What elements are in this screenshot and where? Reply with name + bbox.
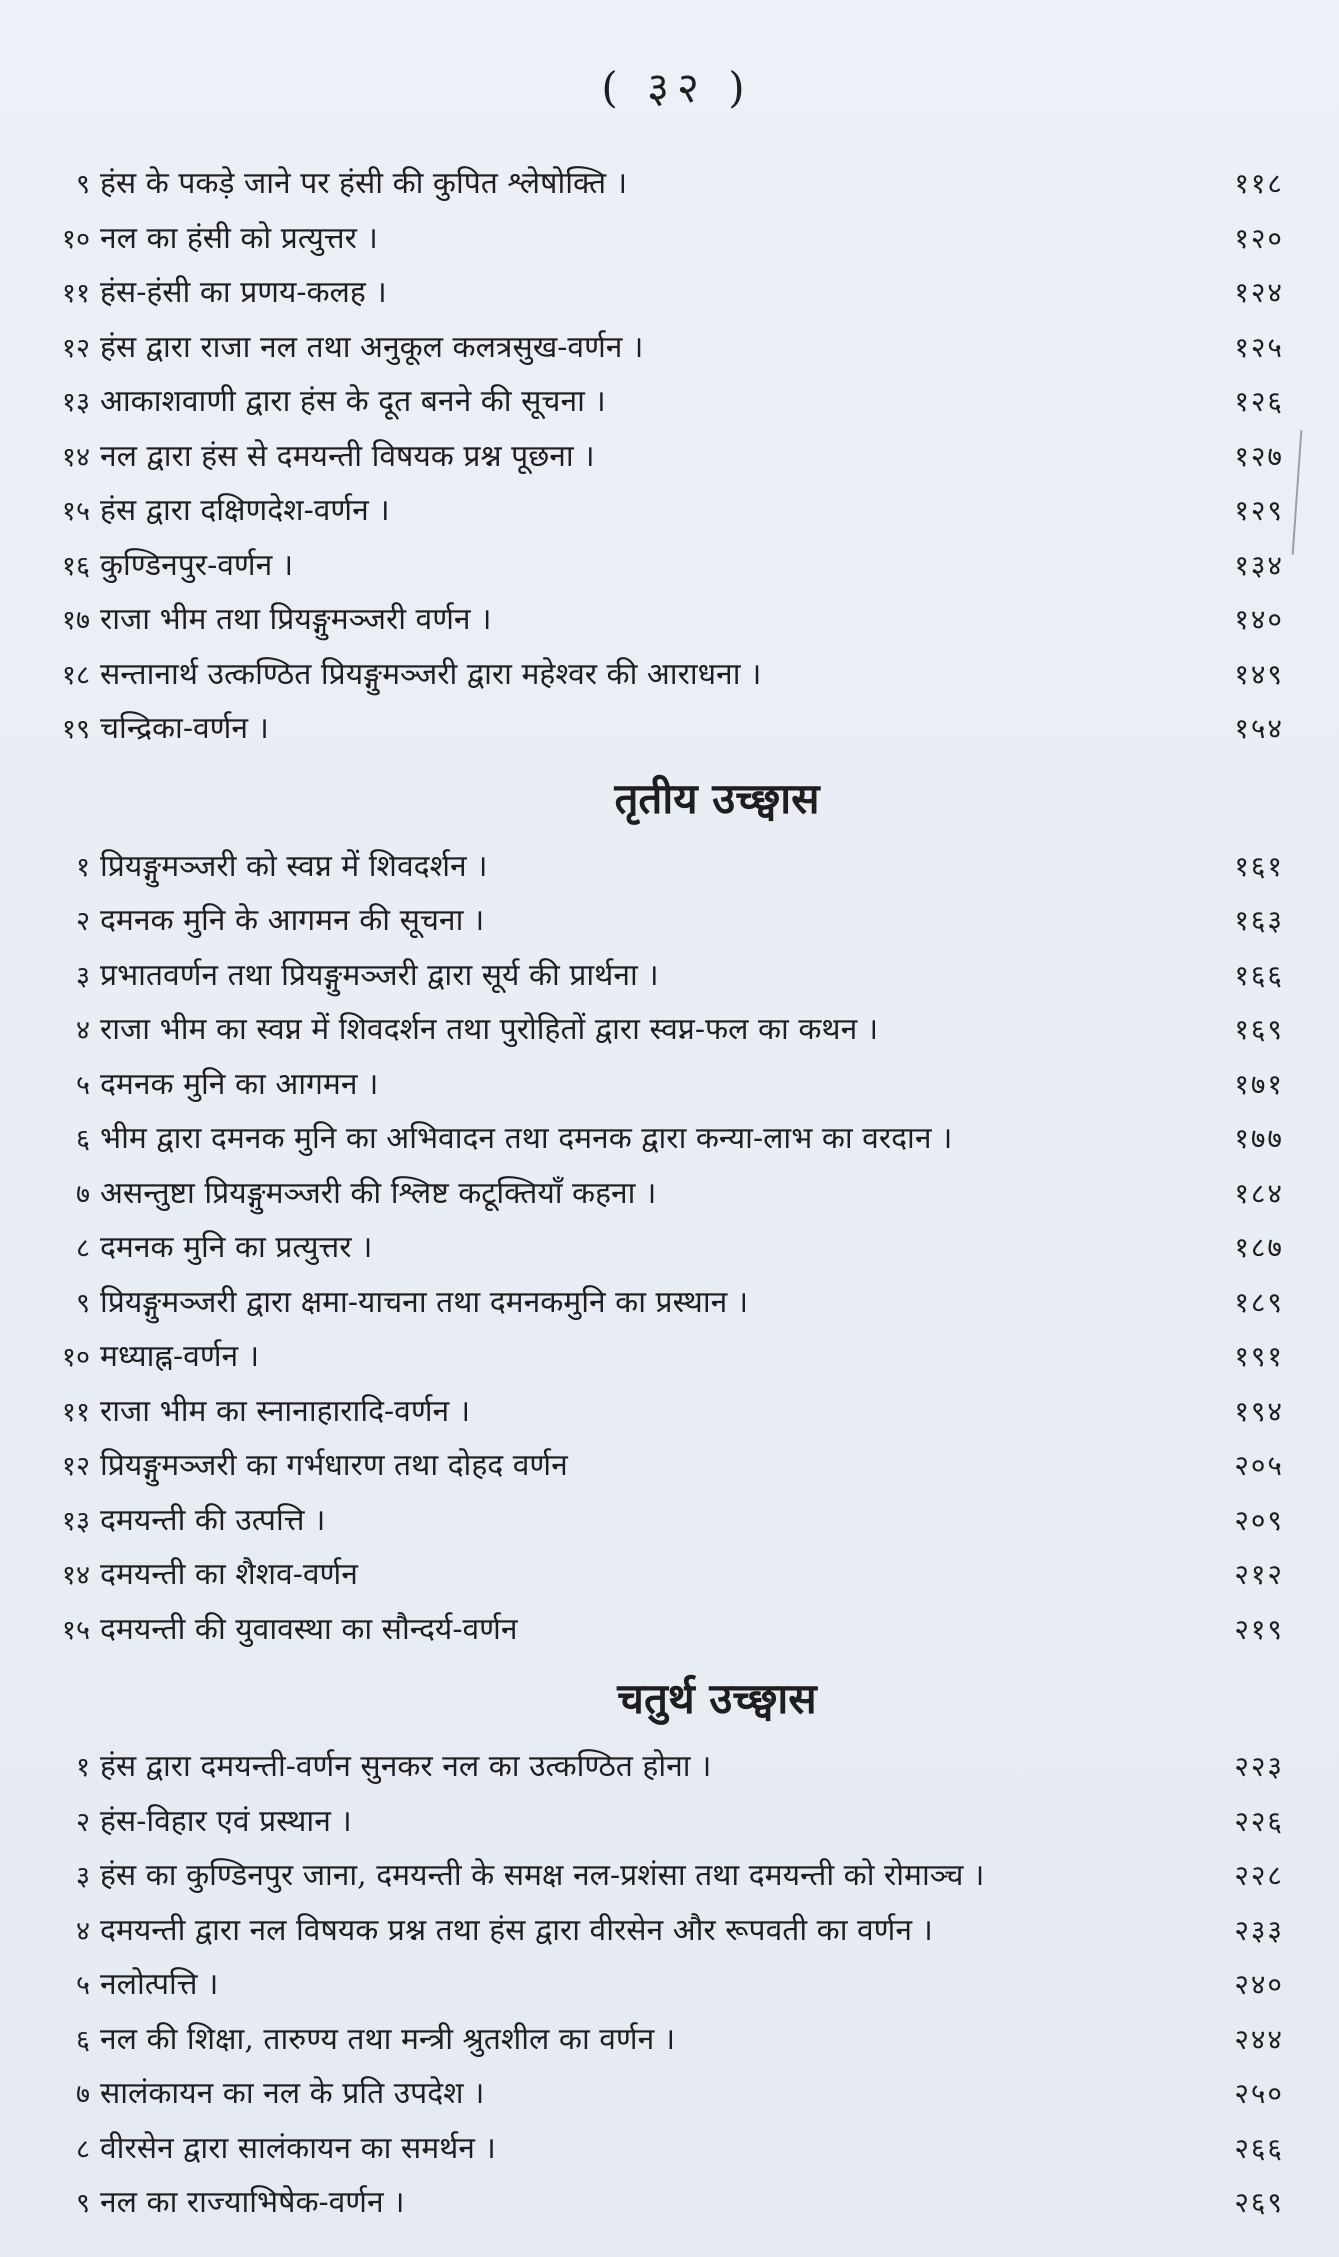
entry-title: राजा भीम का स्नानाहारादि-वर्णन । bbox=[100, 1393, 471, 1429]
toc-entry bbox=[40, 1494, 1284, 1549]
toc-entry bbox=[40, 840, 1284, 895]
entry-title: दमनक मुनि का प्रत्युत्तर । bbox=[100, 1230, 373, 1265]
toc-entry bbox=[40, 1795, 1284, 1850]
toc-entry bbox=[40, 1385, 1284, 1440]
entry-title: हंस द्वारा राजा नल तथा अनुकूल कलत्रसुख-वर्णन । bbox=[100, 329, 644, 365]
toc-entry bbox=[40, 1958, 1284, 2013]
entry-number: ७ bbox=[75, 2079, 90, 2110]
entry-number: ७ bbox=[75, 1178, 90, 1210]
entry-title: आकाशवाणी द्वारा हंस के दूत बनने की सूचना । bbox=[100, 384, 606, 419]
toc-entry bbox=[40, 1740, 1284, 1795]
entry-number: १९ bbox=[61, 714, 90, 745]
entry-page-number: १४० bbox=[1234, 603, 1284, 636]
toc-entry bbox=[40, 2122, 1284, 2177]
entry-number: ४ bbox=[75, 1915, 90, 1947]
entry-number: ८ bbox=[75, 1233, 90, 1264]
toc-entry bbox=[40, 2067, 1284, 2122]
toc-entry bbox=[40, 702, 1284, 757]
entry-page-number: १६१ bbox=[1234, 849, 1284, 883]
toc-entry bbox=[40, 375, 1284, 430]
entry-page-number: १२४ bbox=[1234, 276, 1284, 309]
entry-page-number: १७१ bbox=[1234, 1067, 1284, 1101]
entry-page-number: २२३ bbox=[1234, 1750, 1284, 1783]
entry-page-number: १५४ bbox=[1234, 712, 1284, 745]
entry-page-number: १९१ bbox=[1234, 1340, 1284, 1373]
entry-title: हंस का कुण्डिनपुर जाना, दमयन्ती के समक्ष नल-प्रशंसा तथा दमयन्ती को रोमाञ्च । bbox=[100, 1858, 985, 1893]
toc-entry bbox=[40, 430, 1284, 485]
entry-number: ३ bbox=[75, 960, 90, 992]
entry-number: १३ bbox=[61, 1505, 90, 1537]
entry-page-number: १२५ bbox=[1234, 330, 1284, 364]
toc-entry bbox=[40, 1003, 1284, 1058]
entry-title: प्रियङ्गुमञ्जरी को स्वप्न में शिवदर्शन । bbox=[100, 848, 488, 884]
entry-title: कुण्डिनपुर-वर्णन । bbox=[100, 547, 294, 583]
toc-entry bbox=[40, 539, 1284, 594]
toc-entry bbox=[40, 212, 1284, 267]
toc-entry bbox=[40, 1330, 1284, 1385]
toc-entry bbox=[40, 484, 1284, 539]
entry-page-number: १८९ bbox=[1234, 1285, 1284, 1319]
entry-number: ११ bbox=[61, 1396, 90, 1428]
entry-number: ९ bbox=[75, 2188, 90, 2219]
entry-title: सालंकायन का नल के प्रति उपदेश । bbox=[100, 2076, 485, 2111]
entry-title: नल का राज्याभिषेक-वर्णन । bbox=[100, 2185, 405, 2220]
entry-page-number: २६६ bbox=[1234, 2131, 1284, 2165]
entry-page-number: १६९ bbox=[1234, 1013, 1284, 1046]
entry-page-number: ११८ bbox=[1234, 167, 1284, 200]
entry-title: हंस के पकड़े जाने पर हंसी की कुपित श्लेषोक्ति । bbox=[100, 166, 628, 201]
toc-section bbox=[40, 1669, 1284, 2231]
toc-entry bbox=[40, 894, 1284, 949]
entry-number: ५ bbox=[75, 1970, 90, 2001]
toc-entry bbox=[40, 1548, 1284, 1603]
entry-number: १ bbox=[75, 851, 90, 883]
entry-title: हंस-विहार एवं प्रस्थान । bbox=[100, 1803, 352, 1839]
toc-entry bbox=[40, 1058, 1284, 1113]
toc-entry bbox=[40, 2013, 1284, 2068]
entry-page-number: २०९ bbox=[1234, 1503, 1284, 1537]
entry-number: ६ bbox=[75, 2024, 90, 2056]
entry-number: ९ bbox=[75, 1287, 90, 1319]
toc-entry bbox=[40, 949, 1284, 1004]
toc-entry bbox=[40, 2176, 1284, 2231]
toc-list bbox=[40, 1740, 1284, 2231]
toc-entry bbox=[40, 1603, 1284, 1658]
toc-list bbox=[40, 157, 1284, 757]
entry-number: १० bbox=[61, 1342, 90, 1373]
entry-number: ११ bbox=[61, 278, 90, 309]
toc-section bbox=[40, 157, 1284, 757]
toc-entry bbox=[40, 321, 1284, 376]
toc-entry bbox=[40, 1167, 1284, 1222]
entry-page-number: १२६ bbox=[1234, 385, 1284, 418]
toc-entry bbox=[40, 648, 1284, 703]
entry-title: हंस-हंसी का प्रणय-कलह । bbox=[100, 275, 387, 310]
entry-title: प्रियङ्गुमञ्जरी का गर्भधारण तथा दोहद वर्णन bbox=[100, 1448, 568, 1483]
entry-page-number: २५० bbox=[1234, 2077, 1284, 2110]
section-heading: चतुर्थ उच्छ्वास bbox=[617, 1674, 817, 1723]
toc-entry bbox=[40, 157, 1284, 212]
entry-title: प्रभातवर्णन तथा प्रियङ्गुमञ्जरी द्वारा सूर्य की प्रार्थना । bbox=[100, 957, 659, 993]
entry-page-number: २४४ bbox=[1234, 2022, 1284, 2056]
entry-title: दमयन्ती की उत्पत्ति । bbox=[100, 1502, 326, 1538]
margin-pencil-mark bbox=[1292, 430, 1303, 555]
entry-title: नलोत्पत्ति । bbox=[100, 1967, 219, 2002]
entry-title: दमयन्ती का शैशव-वर्णन bbox=[100, 1557, 358, 1592]
entry-page-number: २२६ bbox=[1234, 1804, 1284, 1838]
entry-number: १४ bbox=[61, 441, 90, 473]
entry-title: सन्तानार्थ उत्कण्ठित प्रियङ्गुमञ्जरी द्वारा महेश्वर की आराधना । bbox=[100, 656, 762, 692]
entry-page-number: १३४ bbox=[1234, 548, 1284, 582]
toc-entry bbox=[40, 593, 1284, 648]
entry-number: १० bbox=[61, 223, 90, 255]
entry-number: १४ bbox=[61, 1560, 90, 1591]
entry-title: दमयन्ती द्वारा नल विषयक प्रश्न तथा हंस द्वारा वीरसेन और रूपवती का वर्णन । bbox=[100, 1912, 933, 1948]
entry-number: ४ bbox=[75, 1015, 90, 1046]
entry-title: राजा भीम का स्वप्न में शिवदर्शन तथा पुरोहितों द्वारा स्वप्न-फल का कथन । bbox=[100, 1012, 879, 1047]
entry-page-number: १२० bbox=[1234, 221, 1284, 255]
entry-number: १२ bbox=[61, 332, 90, 364]
entry-title: वीरसेन द्वारा सालंकायन का समर्थन । bbox=[100, 2130, 496, 2166]
entry-title: चन्द्रिका-वर्णन । bbox=[100, 711, 269, 746]
entry-title: मध्याह्न-वर्णन । bbox=[100, 1339, 260, 1374]
entry-number: ५ bbox=[75, 1069, 90, 1101]
entry-title: दमयन्ती की युवावस्था का सौन्दर्य-वर्णन bbox=[100, 1611, 518, 1647]
toc-entry bbox=[40, 1276, 1284, 1331]
entry-title: असन्तुष्टा प्रियङ्गुमञ्जरी की श्लिष्ट कटूक्तियाँ कहना । bbox=[100, 1175, 657, 1211]
table-of-contents bbox=[40, 157, 1284, 2231]
entry-title: दमनक मुनि का आगमन । bbox=[100, 1066, 379, 1102]
entry-page-number: १८४ bbox=[1234, 1176, 1284, 1210]
entry-page-number: १६३ bbox=[1234, 904, 1284, 937]
entry-page-number: १६६ bbox=[1234, 958, 1284, 992]
entry-page-number: २१९ bbox=[1234, 1612, 1284, 1646]
toc-entry bbox=[40, 1849, 1284, 1904]
entry-title: भीम द्वारा दमनक मुनि का अभिवादन तथा दमनक द्वारा कन्या-लाभ का वरदान । bbox=[100, 1121, 953, 1156]
entry-number: ९ bbox=[75, 169, 90, 200]
entry-number: ६ bbox=[75, 1124, 90, 1155]
entry-title: हंस द्वारा दक्षिणदेश-वर्णन । bbox=[100, 493, 390, 528]
entry-number: १२ bbox=[61, 1451, 90, 1482]
entry-page-number: २६९ bbox=[1234, 2186, 1284, 2219]
entry-number: ८ bbox=[75, 2133, 90, 2165]
toc-entry bbox=[40, 1904, 1284, 1959]
entry-page-number: १४९ bbox=[1234, 657, 1284, 691]
entry-page-number: २४० bbox=[1234, 1968, 1284, 2001]
toc-entry bbox=[40, 266, 1284, 321]
section-heading: तृतीय उच्छ्वास bbox=[614, 773, 820, 823]
entry-page-number: १७७ bbox=[1234, 1122, 1284, 1155]
entry-number: ३ bbox=[75, 1861, 90, 1892]
entry-title: नल की शिक्षा, तारुण्य तथा मन्त्री श्रुतशील का वर्णन । bbox=[100, 2021, 676, 2057]
entry-number: १ bbox=[75, 1752, 90, 1783]
entry-page-number: २१२ bbox=[1234, 1558, 1284, 1591]
toc-entry bbox=[40, 1439, 1284, 1494]
entry-number: २ bbox=[75, 906, 90, 937]
entry-number: १५ bbox=[61, 1614, 90, 1646]
entry-page-number: १२७ bbox=[1234, 439, 1284, 473]
toc-entry bbox=[40, 1112, 1284, 1167]
entry-number: १७ bbox=[61, 605, 90, 636]
entry-number: १५ bbox=[61, 496, 90, 527]
toc-section bbox=[40, 769, 1284, 1658]
entry-page-number: २३३ bbox=[1234, 1913, 1284, 1947]
entry-title: नल द्वारा हंस से दमयन्ती विषयक प्रश्न पूछना । bbox=[100, 438, 595, 474]
entry-number: १८ bbox=[61, 659, 90, 691]
entry-title: हंस द्वारा दमयन्ती-वर्णन सुनकर नल का उत्कण्ठित होना । bbox=[100, 1749, 712, 1784]
toc-entry bbox=[40, 1221, 1284, 1276]
entry-number: १६ bbox=[61, 550, 90, 582]
entry-number: २ bbox=[75, 1806, 90, 1838]
page-number: ( ३२ ) bbox=[601, 63, 753, 112]
entry-title: राजा भीम तथा प्रियङ्गुमञ्जरी वर्णन । bbox=[100, 602, 492, 637]
entry-title: नल का हंसी को प्रत्युत्तर । bbox=[100, 220, 378, 256]
entry-title: प्रियङ्गुमञ्जरी द्वारा क्षमा-याचना तथा दमनकमुनि का प्रस्थान । bbox=[100, 1284, 749, 1320]
entry-page-number: २२८ bbox=[1234, 1859, 1284, 1892]
entry-page-number: १९४ bbox=[1234, 1394, 1284, 1428]
entry-page-number: २०५ bbox=[1234, 1449, 1284, 1482]
entry-title: दमनक मुनि के आगमन की सूचना । bbox=[100, 903, 485, 938]
entry-number: १३ bbox=[61, 387, 90, 418]
entry-page-number: १२९ bbox=[1234, 494, 1284, 527]
entry-page-number: १८७ bbox=[1234, 1231, 1284, 1264]
toc-list bbox=[40, 840, 1284, 1658]
